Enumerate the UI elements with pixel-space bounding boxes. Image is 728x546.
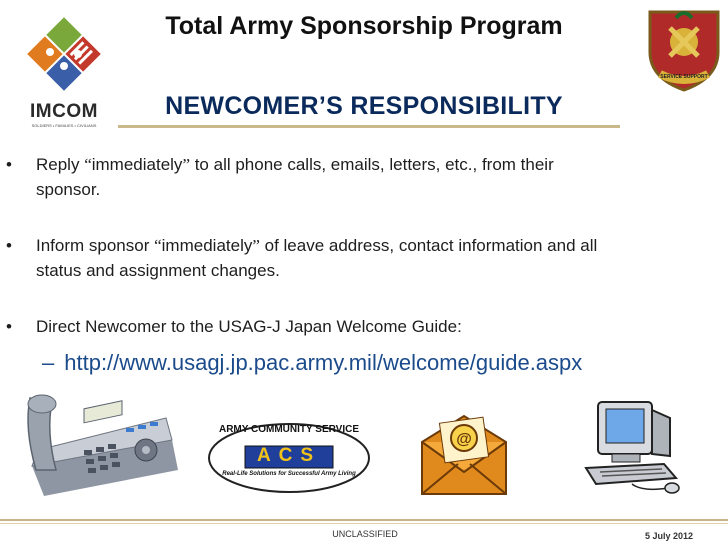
- insignia-motto: SERVICE SUPPORT: [660, 74, 708, 80]
- svg-text:@: @: [456, 431, 472, 448]
- sub-bullet-link-row: [42, 350, 582, 376]
- telephone-image: [22, 388, 182, 500]
- acs-top-text: ARMY COMMUNITY SERVICE: [218, 424, 360, 435]
- email-envelope-image: [416, 402, 510, 498]
- acs-mid-text: ACS: [256, 445, 322, 466]
- close-quote: ”: [182, 155, 190, 174]
- bullet-text: of leave address, contact information and all: [259, 236, 598, 255]
- subtitle-underline: [118, 125, 620, 128]
- acs-logo: [205, 418, 373, 496]
- slide-subtitle: NEWCOMER’S RESPONSIBILITY: [165, 92, 563, 120]
- bullet-item-3: [6, 314, 721, 339]
- imcom-tagline: SOLDIERS • FAMILIES • CIVILIANS: [31, 123, 97, 128]
- slide-date: 5 July 2012: [645, 531, 694, 541]
- bullet-text: Direct Newcomer to the USAG-J Japan Welcome Guide:: [36, 317, 462, 336]
- computer-image: [572, 398, 684, 498]
- classification-label: UNCLASSIFIED: [332, 529, 398, 539]
- sub-bullet-dash: –: [42, 350, 55, 375]
- imcom-logo-text: IMCOM: [30, 101, 98, 122]
- emphasis-word: immediately: [91, 155, 183, 174]
- bullet-marker: •: [6, 317, 12, 336]
- bullet-text-continued: sponsor.: [36, 180, 101, 199]
- bullet-text-continued: status and assignment changes.: [36, 261, 280, 280]
- emphasis-word: immediately: [161, 236, 253, 255]
- imcom-emblem-icon: [20, 14, 108, 94]
- slide-title: Total Army Sponsorship Program: [165, 12, 563, 40]
- acs-bottom-text: Real-Life Solutions for Successful Army Living: [222, 471, 356, 477]
- footer-rule: [0, 519, 728, 521]
- footer-rule-thin: [0, 523, 728, 524]
- open-quote: “: [154, 236, 162, 255]
- computer-icon: [572, 398, 684, 498]
- email-envelope-icon: [416, 402, 510, 498]
- bullet-marker: •: [6, 155, 12, 174]
- welcome-guide-link[interactable]: http://www.usagj.jp.pac.army.mil/welcome/guide.aspx: [64, 350, 583, 375]
- bullet-text: Reply: [36, 155, 85, 174]
- close-quote: ”: [252, 236, 260, 255]
- bullet-text: to all phone calls, emails, letters, etc., from their: [189, 155, 554, 174]
- bullet-text: Inform sponsor: [36, 236, 155, 255]
- telephone-icon: [22, 388, 182, 500]
- sustainment-insignia: [644, 8, 724, 92]
- bullet-item-2: [6, 233, 721, 283]
- bullet-item-1: [6, 152, 721, 202]
- bullet-marker: •: [6, 236, 12, 255]
- open-quote: “: [84, 155, 92, 174]
